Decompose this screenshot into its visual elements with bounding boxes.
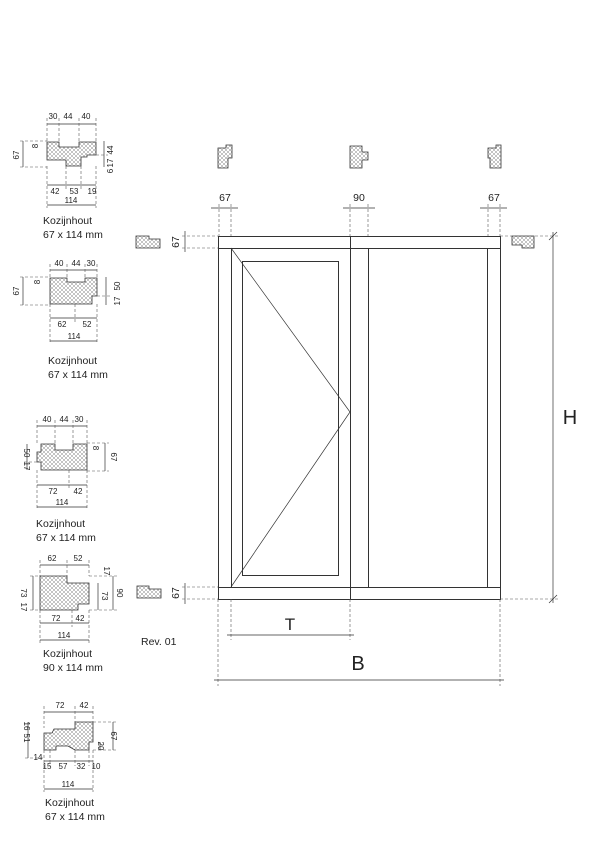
profile-2-dims-right xyxy=(97,277,122,305)
profile-5-dim-left-3: 14 xyxy=(33,753,43,762)
profile-4-dims-top xyxy=(40,554,89,576)
profile-2-dim-bottom-1: 62 xyxy=(57,320,67,329)
profile-2-dim-top-2: 44 xyxy=(71,259,81,268)
section-icon-bottom-left xyxy=(137,586,161,598)
profile-2 xyxy=(12,259,122,381)
profile-1-dim-top-1: 30 xyxy=(48,112,58,121)
profile-2-dim-left-2: 8 xyxy=(33,279,42,285)
profile-5-dim-bottom-2: 57 xyxy=(58,762,68,771)
profile-1-dim-left-1: 67 xyxy=(12,150,21,160)
profile-3-size: 67 x 114 mm xyxy=(36,532,96,544)
profile-2-dim-right-1: 50 xyxy=(113,281,122,291)
profile-3-dims-top xyxy=(37,415,87,444)
profile-3-dims-left xyxy=(22,444,37,471)
profile-3-dim-bottom-2: 42 xyxy=(73,487,83,496)
profile-1-dim-bottom-2: 53 xyxy=(69,187,79,196)
profile-4-dim-left-1: 73 xyxy=(19,588,28,598)
profile-1-size: 67 x 114 mm xyxy=(43,229,103,241)
profile-2-section xyxy=(50,278,97,304)
elevation-dim-top-1: 67 xyxy=(219,192,231,204)
profile-3-dim-top-3: 30 xyxy=(74,415,84,424)
profile-4-dim-right-1: 17 xyxy=(102,566,111,576)
profile-5-dims-right xyxy=(93,722,118,751)
elevation-dim-left-1: 67 xyxy=(170,236,182,248)
profile-3-section xyxy=(37,444,87,470)
profile-1-dims-top xyxy=(47,112,96,142)
elevation-dim-top-2: 90 xyxy=(353,192,365,204)
label-height: H xyxy=(562,407,578,429)
profile-1-name: Kozijnhout xyxy=(43,215,93,227)
profile-2-dim-right-2: 17 xyxy=(113,296,122,306)
label-sash: T xyxy=(284,615,296,634)
section-icon-left xyxy=(218,145,232,168)
profile-4-dims-right xyxy=(89,567,124,610)
profile-5-size: 67 x 114 mm xyxy=(45,811,105,823)
profile-4-dims-left xyxy=(19,576,40,612)
profile-2-dim-top-3: 30 xyxy=(86,259,96,268)
section-icon-top-right xyxy=(512,236,534,248)
profile-5-dim-left-2: 16 xyxy=(22,721,31,731)
profile-5-dim-top-2: 42 xyxy=(79,701,89,710)
profile-3-dim-total: 114 xyxy=(55,498,69,507)
profile-5-dim-right-2: 67 xyxy=(109,731,118,741)
elevation-dim-sash xyxy=(227,599,354,640)
label-width: B xyxy=(351,653,365,675)
elevation-dim-width xyxy=(214,599,504,686)
profile-1-dims-left xyxy=(12,141,47,167)
profile-3-dim-right-2: 67 xyxy=(109,452,118,462)
profile-1-section xyxy=(47,142,96,166)
profile-5 xyxy=(22,701,118,823)
profile-2-dim-total: 114 xyxy=(67,332,81,341)
profile-5-dim-bottom-3: 32 xyxy=(76,762,86,771)
profile-2-name: Kozijnhout xyxy=(48,355,98,367)
profile-5-dim-left-1: 51 xyxy=(22,733,31,743)
profile-4-size: 90 x 114 mm xyxy=(43,662,103,674)
profile-5-dim-total: 114 xyxy=(61,780,75,789)
profile-5-dim-bottom-4: 10 xyxy=(91,762,101,771)
profile-1-dim-top-2: 44 xyxy=(63,112,73,121)
profile-3-dim-top-1: 40 xyxy=(42,415,52,424)
elevation-dims-left xyxy=(170,231,218,604)
profile-2-dim-bottom-2: 52 xyxy=(82,320,92,329)
sash-window xyxy=(231,248,350,587)
profile-3 xyxy=(22,415,118,544)
profile-2-dim-left-1: 67 xyxy=(12,286,21,296)
section-icon-middle xyxy=(350,146,368,168)
profile-4-dim-top-2: 52 xyxy=(73,554,83,563)
elevation-dim-left-2: 67 xyxy=(170,587,182,599)
profile-1-dim-top-3: 40 xyxy=(81,112,91,121)
profile-1-dim-left-2: 8 xyxy=(31,143,40,149)
profile-1-dim-right-1: 44 xyxy=(106,145,115,155)
profile-4 xyxy=(19,554,124,674)
profile-2-dims-top xyxy=(50,259,97,278)
profile-4-dim-right-3: 90 xyxy=(115,588,124,598)
elevation-dims-top xyxy=(211,192,507,236)
profile-1 xyxy=(12,112,115,241)
elevation-dim-top-3: 67 xyxy=(488,192,500,204)
window-frame xyxy=(218,236,501,600)
profile-5-dim-top-1: 72 xyxy=(55,701,65,710)
profile-4-section xyxy=(40,576,89,610)
section-icon-top-left xyxy=(136,236,160,248)
profile-1-dim-bottom-1: 42 xyxy=(50,187,60,196)
profile-4-dim-bottom-1: 72 xyxy=(51,614,61,623)
profile-4-dim-bottom-2: 42 xyxy=(75,614,85,623)
profile-3-dim-left-1: 50 xyxy=(22,448,31,458)
profile-4-dim-left-2: 17 xyxy=(19,602,28,612)
profile-1-dim-total: 114 xyxy=(64,196,78,205)
profile-3-dims-right xyxy=(87,443,118,471)
profile-2-dims-left xyxy=(12,277,50,305)
profile-4-dims-bottom xyxy=(40,610,89,643)
profile-3-name: Kozijnhout xyxy=(36,518,86,530)
profile-5-dims-bottom xyxy=(43,750,101,792)
profile-2-dims-bottom xyxy=(50,304,97,344)
profile-2-size: 67 x 114 mm xyxy=(48,369,108,381)
profile-4-dim-right-2: 73 xyxy=(100,591,109,601)
elevation-dim-height xyxy=(500,232,577,603)
profile-5-dim-right-1: 20 xyxy=(96,741,105,751)
profile-4-dim-total: 114 xyxy=(57,631,71,640)
profile-1-dim-bottom-3: 19 xyxy=(87,187,97,196)
revision-label: Rev. 01 xyxy=(141,636,177,648)
profile-3-dims-bottom xyxy=(37,470,87,510)
profile-3-dim-top-2: 44 xyxy=(59,415,69,424)
profile-5-name: Kozijnhout xyxy=(45,797,95,809)
profile-5-section xyxy=(44,722,93,750)
profile-1-dims-right xyxy=(96,141,115,173)
profile-1-dim-right-2: 17 xyxy=(106,158,115,168)
profile-4-name: Kozijnhout xyxy=(43,648,93,660)
profile-5-dims-left xyxy=(22,722,44,762)
profile-2-dim-top-1: 40 xyxy=(54,259,64,268)
profile-5-dim-bottom-1: 15 xyxy=(42,762,52,771)
profile-3-dim-bottom-1: 72 xyxy=(48,487,58,496)
profile-1-dims-bottom xyxy=(47,166,97,208)
profile-4-dim-top-1: 62 xyxy=(47,554,57,563)
section-icon-right xyxy=(488,145,501,168)
profile-1-dim-right-3: 6 xyxy=(106,168,115,174)
profile-3-dim-left-2: 17 xyxy=(22,461,31,471)
profile-3-dim-right-1: 8 xyxy=(91,445,100,451)
elevation xyxy=(136,145,577,686)
